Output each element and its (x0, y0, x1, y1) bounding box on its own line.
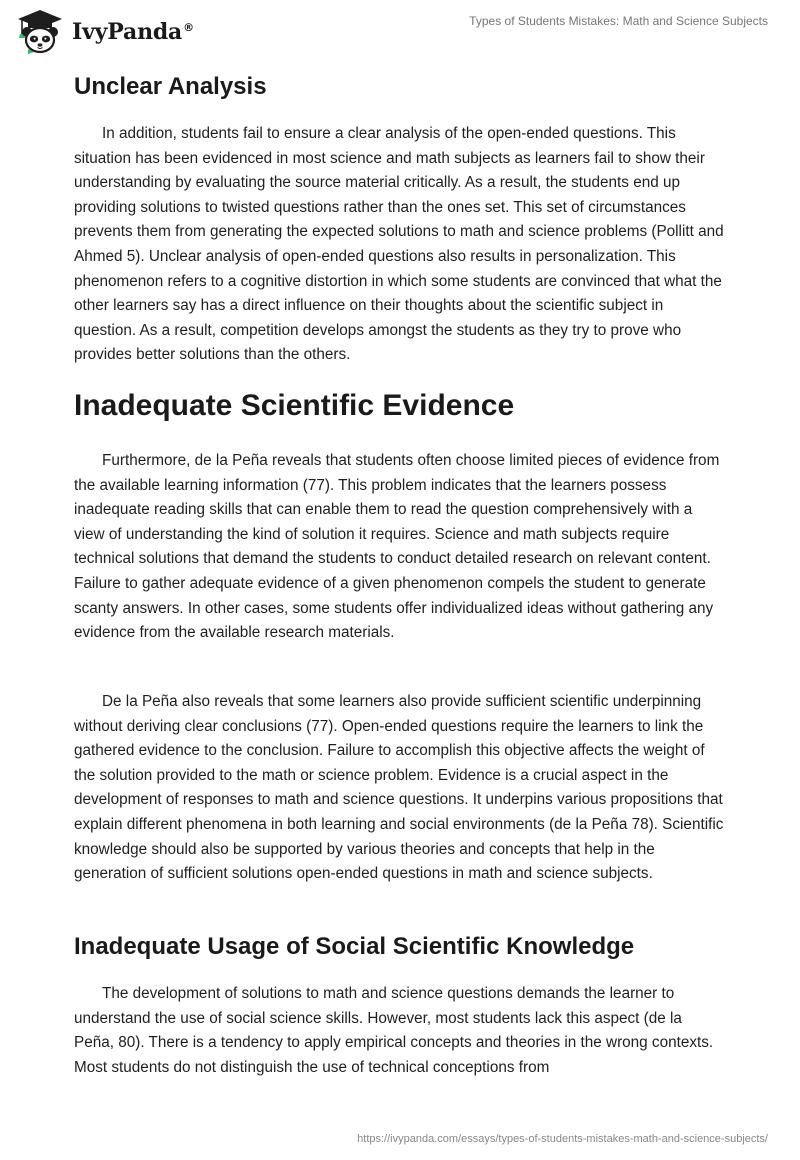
section-heading-inadequate-usage-social-knowledge: Inadequate Usage of Social Scientific Knowledge (74, 933, 635, 960)
panda-graduate-icon (14, 8, 66, 54)
section-heading-inadequate-scientific-evidence: Inadequate Scientific Evidence (74, 389, 515, 422)
paragraph: The development of solutions to math and science questions demands the learner to understand the use of social science skills. However, most students lack this aspect (de la Peña, 80). There is a tendency to apply empirical concepts and theories in the wrong contexts. Most students do not distinguish the use of technical conceptions from (74, 985, 714, 1076)
document-title: Types of Students Mistakes: Math and Science Subjects (469, 14, 768, 28)
paragraph: In addition, students fail to ensure a clear analysis of the open-ended questions. This situation has been evidenced in most science and math subjects as learners fail to show their understanding by evaluating the source material critically. As a result, the students end up providing solutions to twisted questions rather than the ones set. This set of circumstances prevents them from generating the expected solutions to math and science problems (Pollitt and Ahmed 5). Unclear analysis of open-ended questions also results in personalization. This phenomenon refers to a cognitive distortion in which some students are convinced that what the other learners say has a direct influence on their thoughts about the scientific subject in question. As a result, competition develops amongst the students as they try to prove who provides better solutions than the others. (74, 125, 724, 364)
source-url-link[interactable]: https://ivypanda.com/essays/types-of-students-mistakes-math-and-science-subjects/ (357, 1133, 768, 1145)
paragraph: Furthermore, de la Peña reveals that students often choose limited pieces of evidence from the available learning information (77). This problem indicates that the learners possess inadequate reading skills that can enable them to read the question comprehensively with a view of understanding the kind of solution it requires. Science and math subjects require technical solutions that demand the students to conduct detailed research on relevant content. Failure to gather adequate evidence of a given phenomenon compels the student to generate scanty answers. In other cases, some students offer individualized ideas without gathering any evidence from the available research materials. (74, 452, 720, 642)
section-heading-unclear-analysis: Unclear Analysis (74, 73, 267, 100)
paragraph: De la Peña also reveals that some learners also provide sufficient scientific underpinning without deriving clear conclusions (77). Open-ended questions require the learners to link the gathered evidence to the conclusion. Failure to accomplish this objective affects the weight of the solution provided to the math or science problem. Evidence is a crucial aspect in the development of responses to math and science questions. It underpins various propositions that explain different phenomena in both learning and social environments (de la Peña 78). Scientific knowledge should also be supported by various theories and concepts that help in the generation of sufficient solutions open-ended questions in math and science subjects. (74, 693, 724, 883)
ivypanda-logo[interactable] (14, 8, 194, 54)
registered-mark: ® (183, 20, 194, 34)
logo-wordmark: IvyPanda® (72, 19, 194, 45)
page-header (0, 0, 800, 60)
